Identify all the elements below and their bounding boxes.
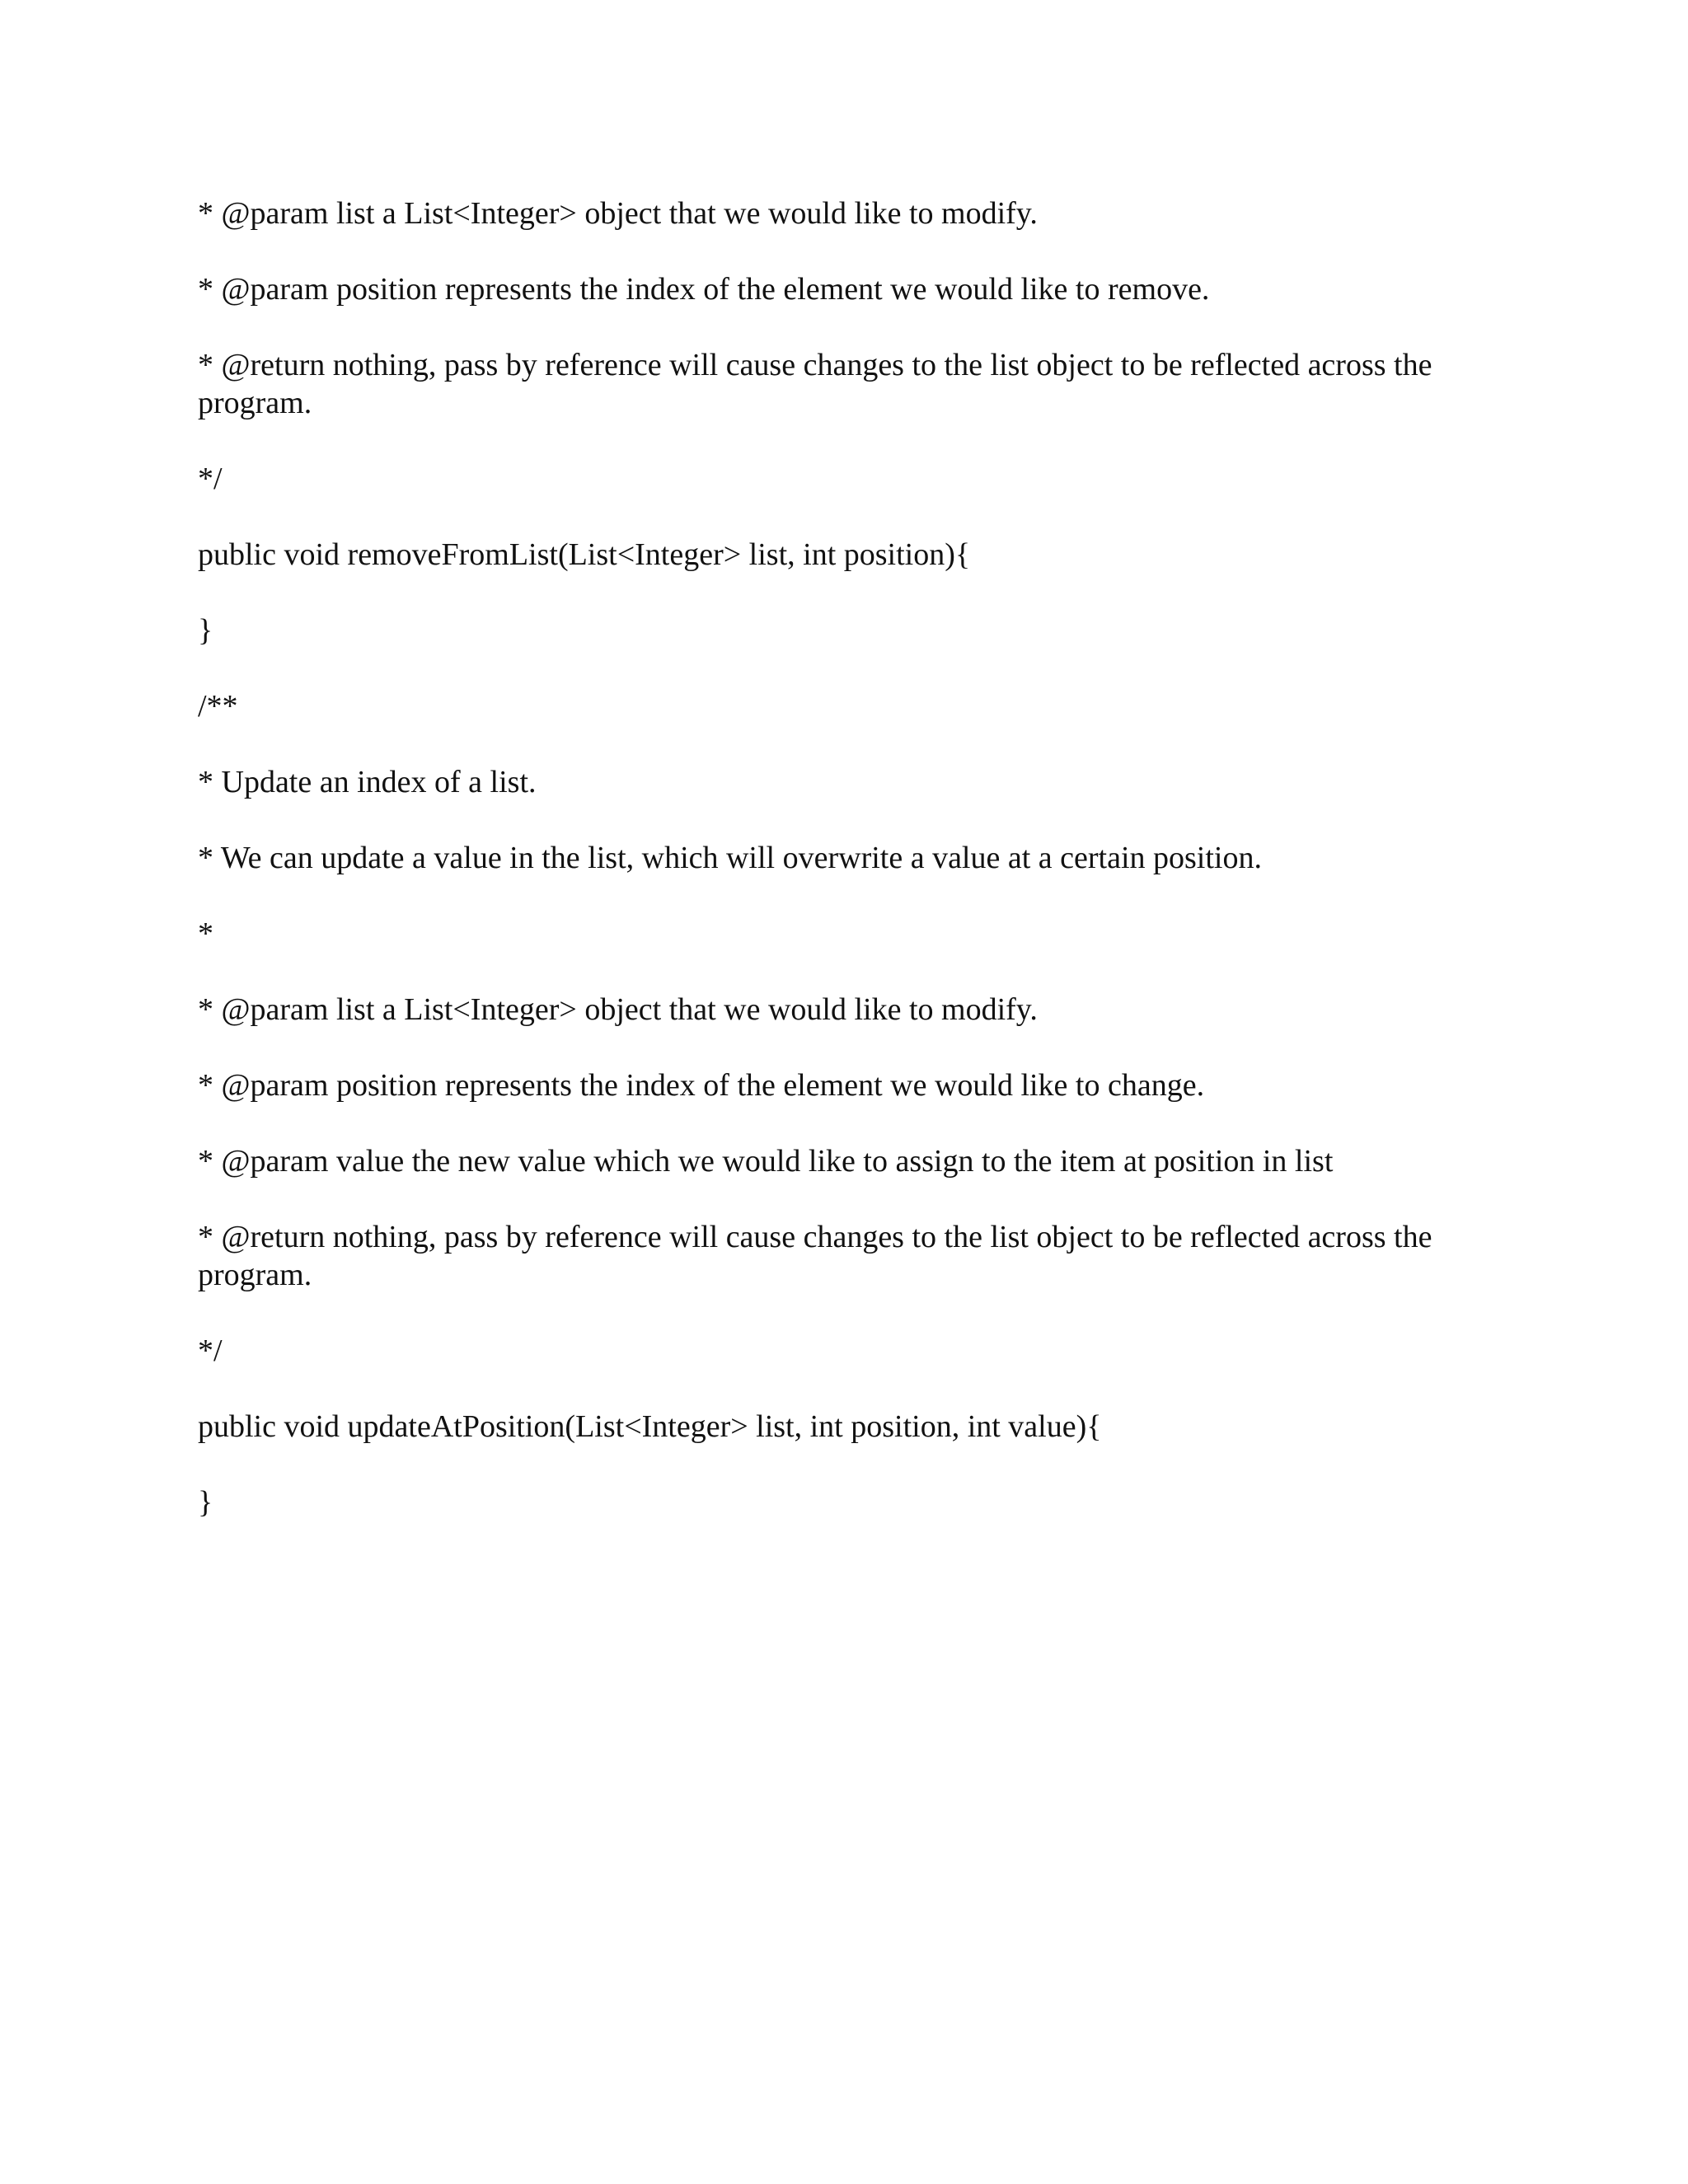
summary-line: * Update an index of a list. xyxy=(198,765,537,799)
comment-spacer: * xyxy=(198,916,213,951)
method-close-update: } xyxy=(198,1485,213,1520)
param-position-line-1: * @param position represents the index of the element we would like to remove. xyxy=(198,272,1210,307)
method-close-remove: } xyxy=(198,613,213,648)
description-line: * We can update a value in the list, which will overwrite a value at a certain position. xyxy=(198,841,1262,875)
method-signature-update: public void updateAtPosition(List<Integer> list, int position, int value){ xyxy=(198,1409,1102,1444)
param-value-line: * @param value the new value which we would like to assign to the item at position in list xyxy=(198,1144,1334,1179)
param-list-line-1: * @param list a List<Integer> object that we would like to modify. xyxy=(198,196,1038,231)
comment-close-1: */ xyxy=(198,462,223,496)
return-line-1: * @return nothing, pass by reference will cause changes to the list object to be reflected across the program. xyxy=(198,348,1440,420)
document-body xyxy=(198,194,1484,1559)
param-position-line-2: * @param position represents the index of the element we would like to change. xyxy=(198,1068,1205,1103)
comment-close-2: */ xyxy=(198,1333,223,1368)
param-list-line-2: * @param list a List<Integer> object that we would like to modify. xyxy=(198,992,1038,1027)
return-line-2: * @return nothing, pass by reference will cause changes to the list object to be reflected across the program. xyxy=(198,1220,1440,1292)
method-signature-remove: public void removeFromList(List<Integer> list, int position){ xyxy=(198,537,971,572)
comment-open-2: /** xyxy=(198,689,238,724)
